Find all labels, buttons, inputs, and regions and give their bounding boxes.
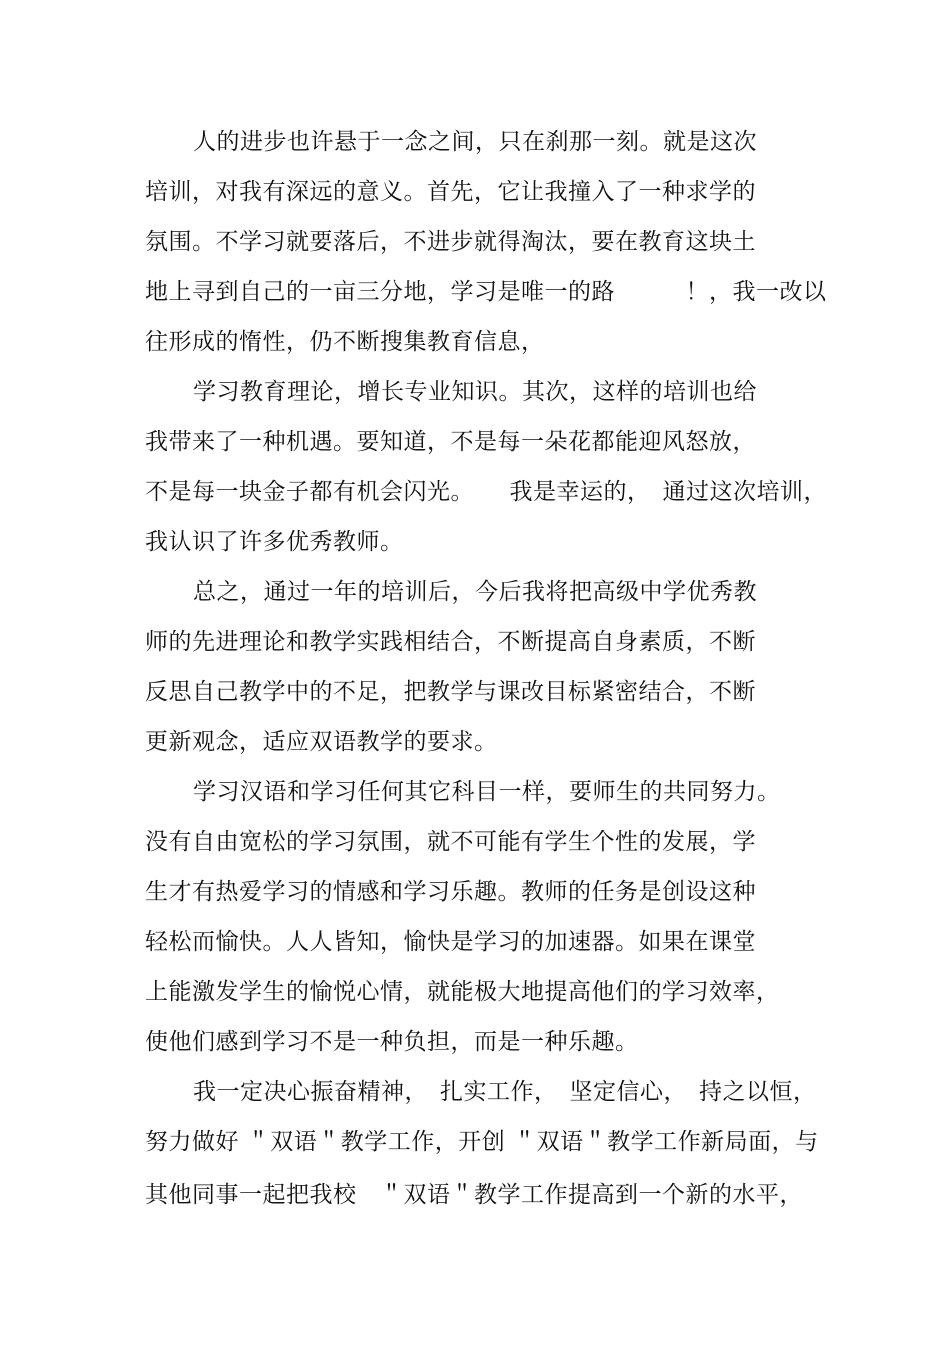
paragraph-1-line-5: 往形成的惰性，仍不断搜集教育信息， [145,329,545,355]
paragraph-4-line-5: 上能激发学生的愉悦心情，就能极大地提高他们的学习效率， [145,979,780,1005]
paragraph-4-line-4: 轻松而愉快。人人皆知，愉快是学习的加速器。如果在课堂 [145,929,756,955]
paragraph-1-line-2: 培训，对我有深远的意义。首先，它让我撞入了一种求学的 [145,179,756,205]
paragraph-3-line-1: 总之，通过一年的培训后，今后我将把高级中学优秀教 [193,579,757,605]
paragraph-5-line-2: 努力做好 ＂双语＂教学工作，开创 ＂双语＂教学工作新局面，与 [145,1129,819,1155]
paragraph-4-line-3: 生才有热爱学习的情感和学习乐趣。教师的任务是创设这种 [145,879,756,905]
paragraph-4-line-2: 没有自由宽松的学习氛围，就不可能有学生个性的发展，学 [145,829,756,855]
paragraph-2-line-2: 我带来了一种机遇。要知道，不是每一朵花都能迎风怒放， [145,429,756,455]
paragraph-2-line-1: 学习教育理论，增长专业知识。其次，这样的培训也给 [193,379,757,405]
paragraph-5-line-1: 我一定决心振奋精神， 扎实工作， 坚定信心， 持之以恒， [193,1079,817,1105]
paragraph-1-line-3: 氛围。不学习就要落后，不进步就得淘汰，要在教育这块土 [145,229,756,255]
paragraph-3-line-3: 反思自己教学中的不足，把教学与课改目标紧密结合，不断 [145,679,756,705]
paragraph-4-line-6: 使他们感到学习不是一种负担，而是一种乐趣。 [145,1029,639,1055]
paragraph-2-line-3: 不是每一块金子都有机会闪光。 我是幸运的， 通过这次培训， [145,479,827,505]
paragraph-2-line-4: 我认识了许多优秀教师。 [145,529,404,555]
paragraph-3-line-2: 师的先进理论和教学实践相结合，不断提高自身素质，不断 [145,629,756,655]
paragraph-1-line-4: 地上寻到自己的一亩三分地，学习是唯一的路 ！，我一改以 [145,279,827,305]
paragraph-1-line-1: 人的进步也许悬于一念之间，只在刹那一刻。就是这次 [193,129,757,155]
paragraph-4-line-1: 学习汉语和学习任何其它科目一样，要师生的共同努力。 [193,779,781,805]
paragraph-5-line-3: 其他同事一起把我校 ＂双语＂教学工作提高到一个新的水平， [145,1182,803,1208]
paragraph-3-line-4: 更新观念，适应双语教学的要求。 [145,729,498,755]
